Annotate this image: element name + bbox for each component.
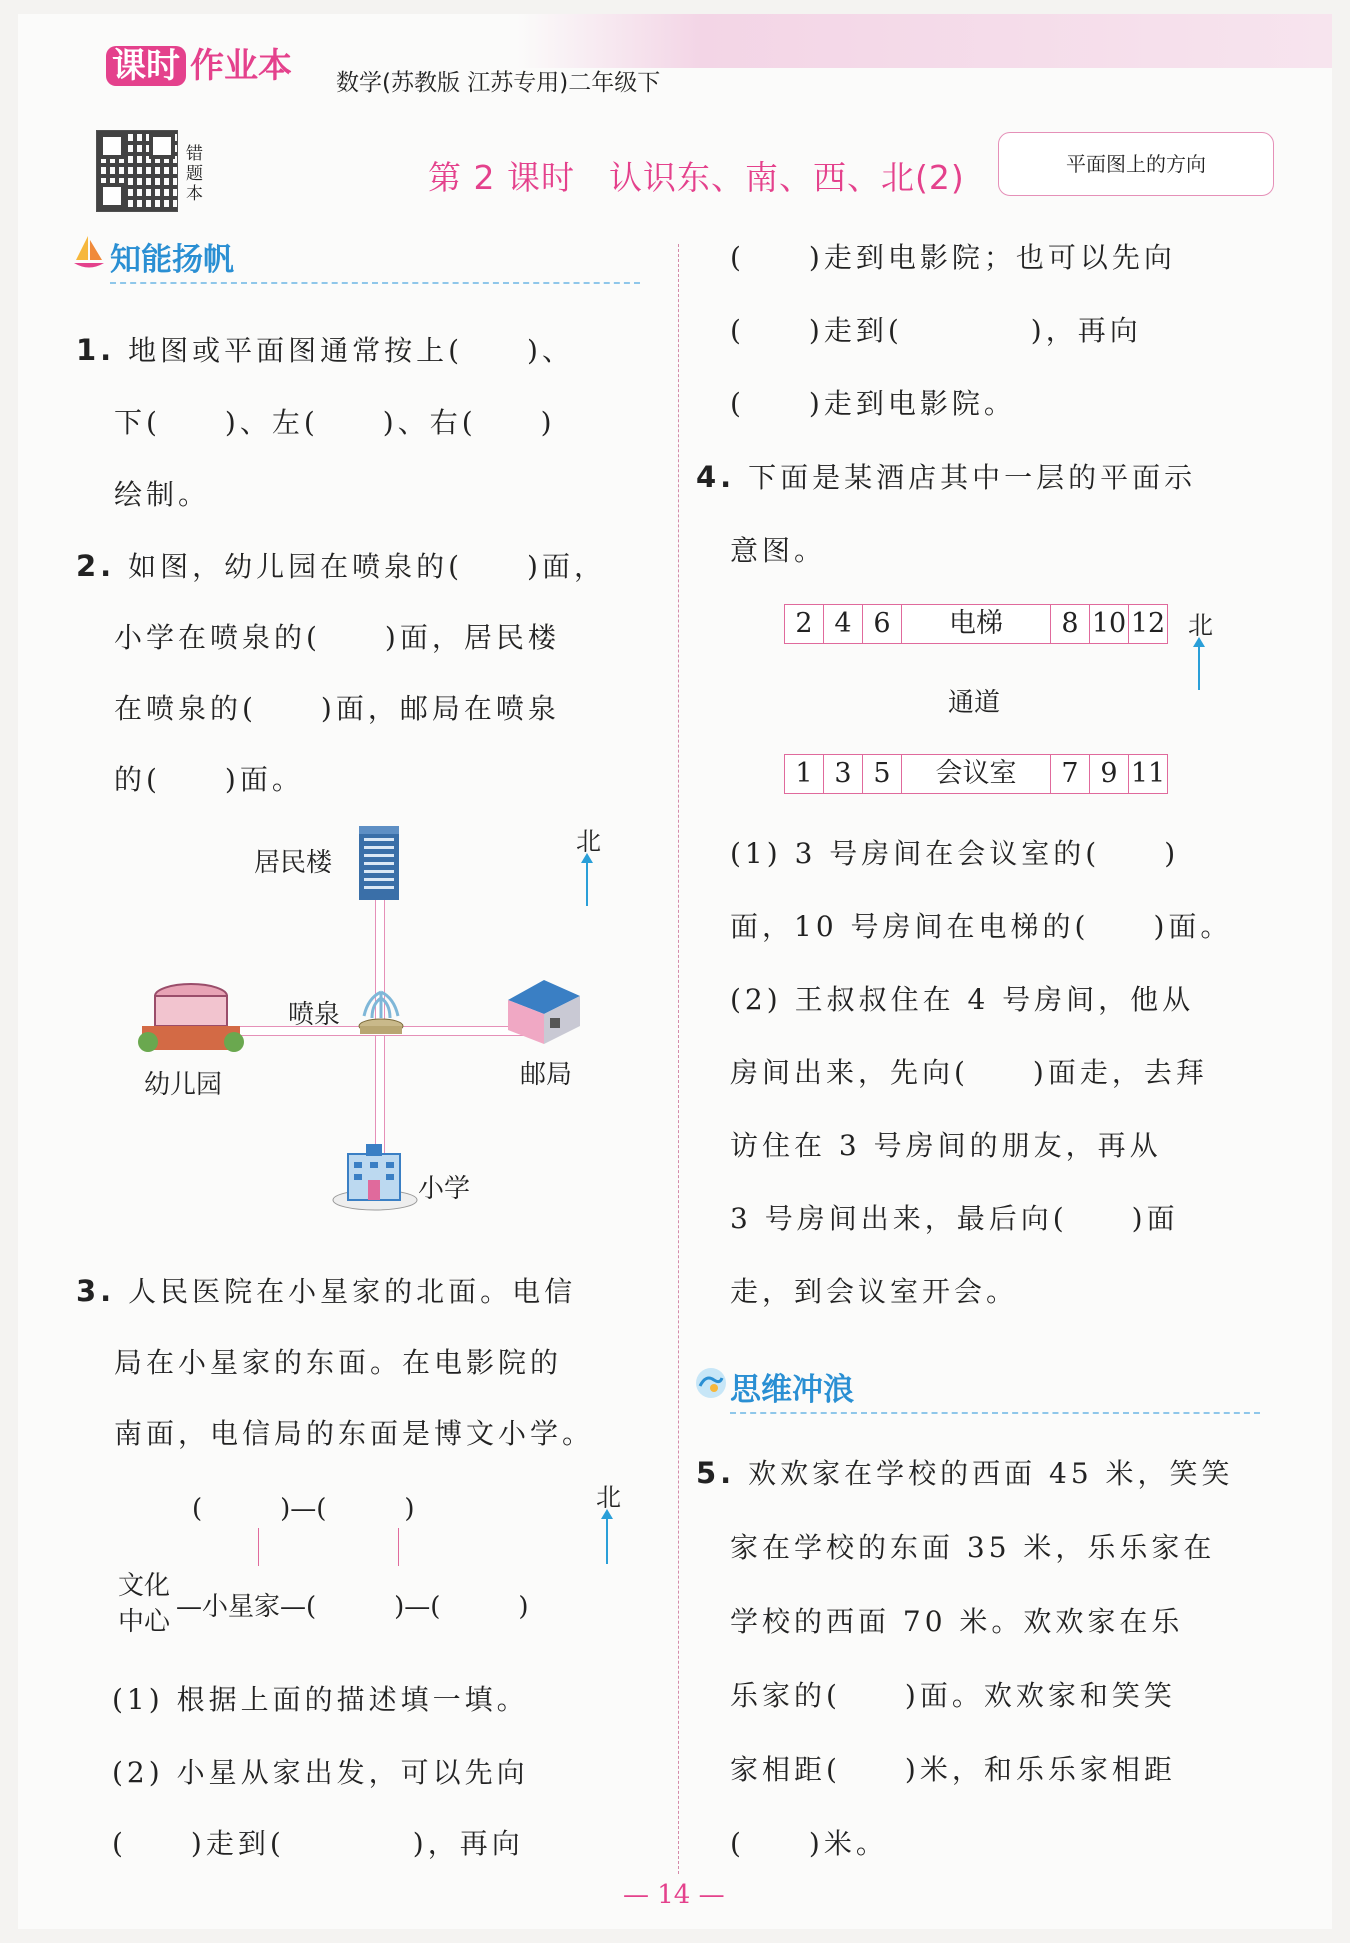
book-info: 数学(苏教版 江苏专用)二年级下 [336, 70, 661, 96]
question-3-right-2: ( )走到( )，再向 [730, 314, 1142, 347]
question-3-line-3: 南面，电信局的东面是博文小学。 [114, 1417, 595, 1450]
question-4-line-1 [696, 456, 1196, 496]
brand-prefix: 课时 [106, 46, 186, 86]
school-icon [330, 1140, 420, 1216]
kindergarten-icon [136, 976, 246, 1060]
question-4-part-2a: (2) 王叔叔住在 4 号房间，他从 [730, 983, 1195, 1016]
section-heading-2: 思维冲浪 [730, 1372, 854, 1408]
room-cell: 2 [785, 605, 824, 643]
question-4-part-1a: (1) 3 号房间在会议室的( ) [730, 837, 1180, 870]
school-label: 小学 [418, 1174, 471, 1204]
meeting-room-cell: 会议室 [902, 755, 1051, 793]
corridor-label: 通道 [948, 688, 1001, 718]
question-2-line-2: 小学在喷泉的( )面，居民楼 [114, 621, 560, 654]
post-office-label: 邮局 [520, 1060, 573, 1090]
residential-label: 居民楼 [254, 848, 333, 878]
q3-bottom-row: —小星家—( )—( ) [176, 1592, 529, 1622]
question-4-part-2d: 3 号房间出来，最后向( )面 [730, 1202, 1179, 1235]
question-3-right-1: ( )走到电影院；也可以先向 [730, 241, 1176, 274]
question-1-line-3: 绘制。 [114, 478, 211, 511]
question-2-text-1: 如图，幼儿园在喷泉的( )面， [128, 550, 606, 583]
column-divider [678, 244, 679, 1874]
question-3-number: 3. [76, 1274, 116, 1308]
question-5-number: 5. [696, 1456, 736, 1490]
question-3-text-1: 人民医院在小星家的北面。电信 [128, 1275, 577, 1308]
question-2-number: 2. [76, 549, 116, 583]
hotel-bottom-row [784, 754, 1168, 794]
error-book-label: 错题本 [186, 144, 203, 204]
kindergarten-label: 幼儿园 [144, 1070, 223, 1100]
north-label-q3: 北 [596, 1483, 622, 1512]
question-4-part-2b: 房间出来，先向( )面走，去拜 [730, 1056, 1208, 1089]
room-cell: 5 [863, 755, 902, 793]
q3-top-row [192, 1488, 415, 1525]
room-cell: 9 [1090, 755, 1129, 793]
topic-box: 平面图上的方向 [998, 132, 1274, 196]
sailboat-icon [74, 234, 104, 274]
question-5-line-5: 家相距( )米，和乐乐家相距 [730, 1753, 1176, 1786]
room-cell: 7 [1051, 755, 1090, 793]
question-2-line-1 [76, 545, 606, 585]
page-number: — 14 — [623, 1880, 725, 1910]
room-cell: 8 [1051, 605, 1090, 643]
brand-logo [106, 38, 292, 87]
hotel-top-row [784, 604, 1168, 644]
q3-link-left [258, 1528, 259, 1566]
qr-code-icon[interactable] [96, 130, 178, 212]
room-cell: 1 [785, 755, 824, 793]
q3-link-right [398, 1528, 399, 1566]
room-cell: 11 [1130, 758, 1166, 789]
culture-center-line-2: 中心 [118, 1607, 171, 1637]
room-cell: 12 [1130, 608, 1166, 639]
question-5-line-4: 乐家的( )面。欢欢家和笑笑 [730, 1679, 1176, 1712]
culture-center-label [118, 1568, 170, 1640]
question-3-right-3: ( )走到电影院。 [730, 387, 1016, 420]
residential-building-icon [355, 822, 403, 906]
question-3-line-2: 局在小星家的东面。在电影院的 [114, 1346, 563, 1379]
room-cell: 10 [1090, 605, 1129, 643]
page [18, 14, 1332, 1929]
elevator-cell: 电梯 [902, 605, 1051, 643]
question-1-line-1 [76, 329, 574, 369]
lesson-title: 第 2 课时 认识东、南、西、北(2) [428, 158, 965, 197]
question-1-text-1: 地图或平面图通常按上( )、 [128, 334, 574, 367]
culture-center-line-1: 文化 [118, 1571, 171, 1601]
question-3-part-2b: ( )走到( )，再向 [112, 1827, 524, 1860]
room-cell: 3 [824, 755, 863, 793]
question-5-line-2: 家在学校的东面 35 米，乐乐家在 [730, 1531, 1216, 1564]
fountain-label: 喷泉 [288, 1000, 341, 1030]
question-5-line-3: 学校的西面 70 米。欢欢家在乐 [730, 1605, 1184, 1638]
question-3-part-2: (2) 小星从家出发，可以先向 [112, 1756, 529, 1789]
question-4-part-2e: 走，到会议室开会。 [730, 1275, 1019, 1308]
question-5-line-6: ( )米。 [730, 1827, 888, 1860]
section-underline-2 [730, 1412, 1260, 1414]
post-office-icon [504, 974, 584, 1050]
question-1-number: 1. [76, 333, 116, 367]
question-5-line-1 [696, 1452, 1234, 1492]
wave-icon [694, 1366, 728, 1404]
room-cell: 4 [824, 605, 863, 643]
question-5-text-1: 欢欢家在学校的西面 45 米，笑笑 [748, 1457, 1234, 1490]
question-4-line-2: 意图。 [730, 534, 827, 567]
question-4-part-2c: 访住在 3 号房间的朋友，再从 [730, 1129, 1162, 1162]
north-arrow-q4-icon [1198, 646, 1200, 690]
section-heading-1: 知能扬帆 [110, 242, 234, 278]
question-3-line-1 [76, 1270, 576, 1310]
brand-suffix: 作业本 [190, 46, 292, 86]
north-label-q2: 北 [576, 827, 602, 856]
question-4-number: 4. [696, 460, 736, 494]
question-2-line-3: 在喷泉的( )面，邮局在喷泉 [114, 692, 560, 725]
question-4-part-1b: 面，10 号房间在电梯的( )面。 [730, 910, 1233, 943]
north-arrow-q3-icon [606, 1518, 608, 1564]
section-underline-1 [110, 282, 640, 284]
question-1-line-2: 下( )、左( )、右( ) [114, 406, 556, 439]
fountain-icon [354, 988, 408, 1042]
north-arrow-icon [586, 862, 588, 906]
north-label-q4: 北 [1188, 611, 1214, 640]
room-cell: 6 [863, 605, 902, 643]
q3-top-blanks: ( )—( ) [192, 1494, 415, 1524]
question-2-line-4: 的( )面。 [114, 763, 304, 796]
question-3-part-1: (1) 根据上面的描述填一填。 [112, 1683, 529, 1716]
question-4-text-1: 下面是某酒店其中一层的平面示 [748, 461, 1197, 494]
